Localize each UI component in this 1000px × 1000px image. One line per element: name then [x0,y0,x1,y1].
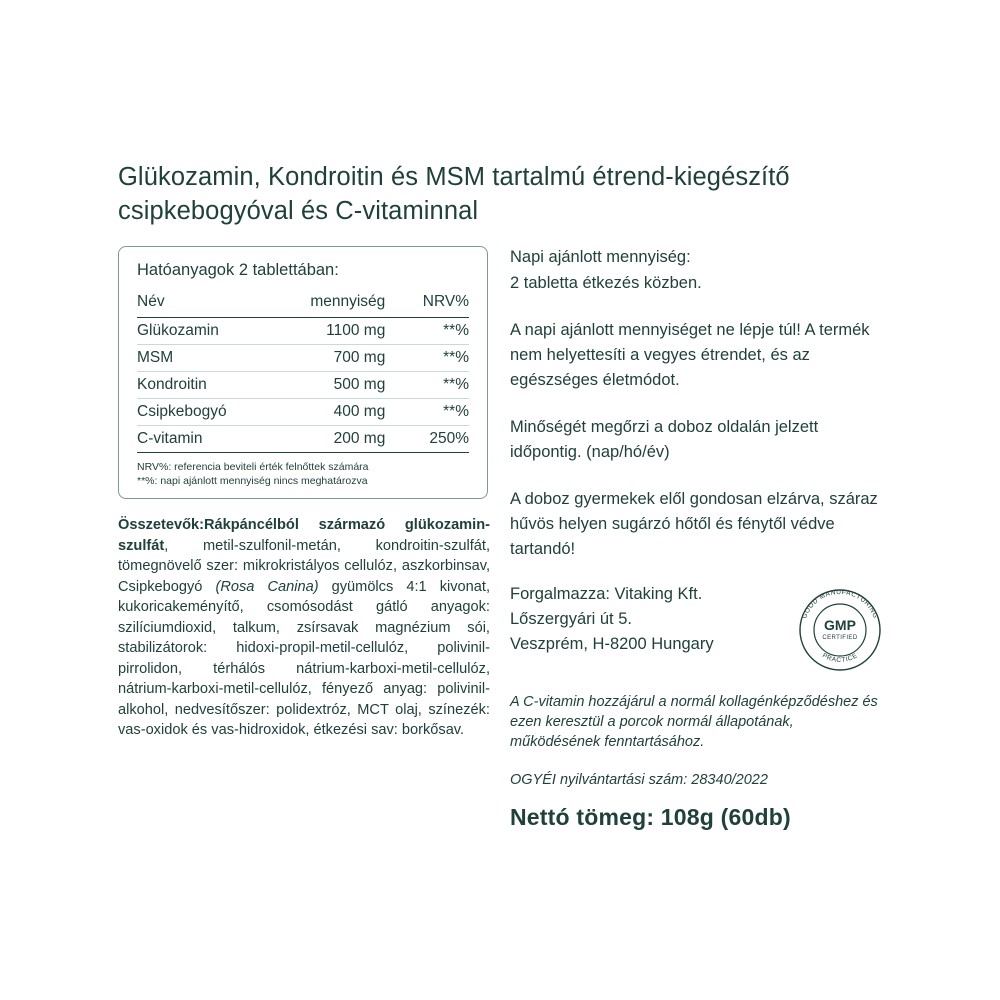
cell-name: C-vitamin [137,426,268,453]
cell-nrv: **% [401,345,469,372]
right-column [510,246,886,831]
nutrition-table-title: Hatóanyagok 2 tablettában: [137,261,339,279]
net-weight: Nettó tömeg: 108g (60db) [510,804,791,830]
distributor-line: Lőszergyári út 5. [510,610,632,628]
cell-nrv: **% [401,399,469,426]
distributor-address [510,582,794,657]
nutrition-table-notes [137,460,469,488]
cell-name: MSM [137,345,268,372]
table-row [137,399,469,426]
nutrition-table [137,288,469,453]
ingredients-rest-2: gyümölcs 4:1 kivonat, kukoricakeményítő, csomósodást gátló anyagok: szilíciumdioxid, talkum, zsírsavak magnézium sói, stabilizátorok: hidoxi-propil-metil-cellulóz, polivinil-pirrolidon, térhálós nátrium-karboxi-metil-cellulóz, nátrium-karboxi-metil-cellulóz, fényező anyag: polivinil-alkohol, nedvesítőszer: polidextróz, MCT olaj, színezék: vas-oxidok és vas-hidroxidok, étkezési sav: borkősav. [118,578,490,738]
ingredients-rest-1: , metil-szulfonil-metán, kondroitin-szulfát, tömegnövelő szer: mikrokristályos cellulóz, aszkorbinsav, Csipkebogyó [118,537,490,595]
svg-text:GMP: GMP [824,617,856,633]
table-row [137,426,469,453]
two-column-layout [118,246,886,831]
table-row [137,345,469,372]
asterisk-note: **%: napi ajánlott mennyiség nincs meghatározva [137,475,368,487]
distributor-row [510,582,886,676]
cell-amount: 200 mg [268,426,401,453]
gmp-certified-icon [794,584,886,676]
cell-amount: 1100 mg [268,318,401,345]
warning-paragraph: A napi ajánlott mennyiséget ne lépje túl! A termék nem helyettesíti a vegyes étrendet, és az egészséges életmódot. [510,321,870,389]
nutrition-table-box [118,246,488,499]
ingredients-bold-start: Rákpáncélból származó glükozamin-szulfát [118,517,490,554]
daily-dose-heading: Napi ajánlott mennyiség: [510,248,691,266]
cell-name: Csipkebogyó [137,399,268,426]
table-row [137,318,469,345]
svg-text:CERTIFIED: CERTIFIED [822,635,858,641]
cell-nrv: **% [401,372,469,399]
registration-number: OGYÉI nyilvántartási szám: 28340/2022 [510,772,768,788]
expiry-paragraph: Minőségét megőrzi a doboz oldalán jelzett időpontig. (nap/hó/év) [510,418,819,461]
label-content [118,160,886,831]
table-header-row [137,288,469,318]
distributor-line: Veszprém, H-8200 Hungary [510,635,714,653]
cell-nrv: **% [401,318,469,345]
column-header-nrv: NRV% [401,288,469,318]
storage-paragraph: A doboz gyermekek elől gondosan elzárva, száraz hűvös helyen sugárzó hőtől és fénytől védve tartandó! [510,490,878,558]
cell-name: Glükozamin [137,318,268,345]
cell-name: Kondroitin [137,372,268,399]
svg-text:PRACTICE: PRACTICE [820,652,860,665]
svg-text:GOOD MANUFACTURING: GOOD MANUFACTURING [801,588,879,620]
daily-dose-value: 2 tabletta étkezés közben. [510,274,702,292]
cell-amount: 700 mg [268,345,401,372]
ingredients-paragraph [118,515,490,741]
column-header-name: Név [137,288,268,318]
left-column [118,246,510,741]
cell-amount: 500 mg [268,372,401,399]
health-claim-paragraph: A C-vitamin hozzájárul a normál kollagénképződéshez és ezen keresztül a porcok normál állapotának, működésének fenntartásához. [510,694,878,750]
cell-amount: 400 mg [268,399,401,426]
ingredients-italic-latin: (Rosa Canina) [215,578,319,595]
column-header-amount: mennyiség [268,288,401,318]
table-row [137,372,469,399]
page-title: Glükozamin, Kondroitin és MSM tartalmú étrend-kiegészítő csipkebogyóval és C-vitaminnal [118,163,790,225]
nrv-note: NRV%: referencia beviteli érték felnőttek számára [137,461,369,473]
cell-nrv: 250% [401,426,469,453]
ingredients-label: Összetevők: [118,517,204,533]
distributor-line: Forgalmazza: Vitaking Kft. [510,585,703,603]
